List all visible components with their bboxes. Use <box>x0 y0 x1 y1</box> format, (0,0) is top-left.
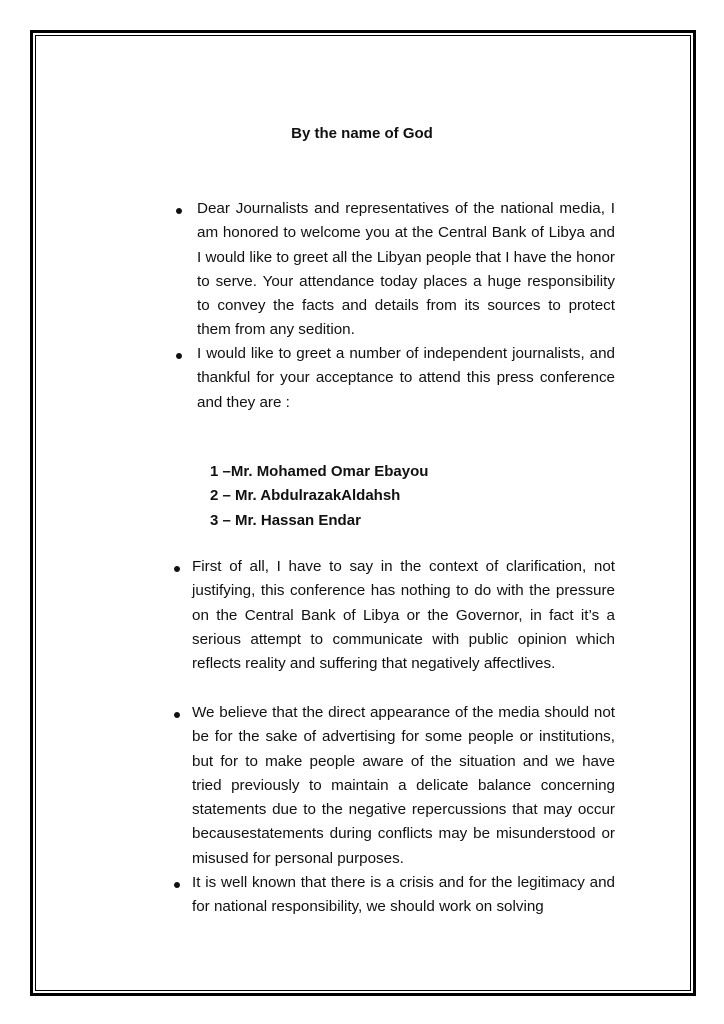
bullet-marker <box>174 882 180 888</box>
body-paragraph-1: First of all, I have to say in the context of clarification, not justifying, this conference has nothing to do with the pressure on the Central Bank of Libya or the Governor, in fact it’s a serious attempt to communicate with public opinion which reflects reality and suffering that negatively affectlives. <box>192 558 615 673</box>
bullet-marker <box>176 208 182 214</box>
document-title: By the name of God <box>291 125 433 142</box>
journalist-name: 2 – Mr. AbdulrazakAldahsh <box>210 487 401 505</box>
intro-paragraph-1: Dear Journalists and representatives of the national media, I am honored to welcome you at the Central Bank of Libya and I would like to greet all the Libyan people that I have the honor to serve. Your attendance today places a huge responsibility to convey the facts and details from its sources to protect them from any sedition. <box>197 200 615 339</box>
journalist-list <box>210 460 428 533</box>
body-paragraph-3: It is well known that there is a crisis and for the legitimacy and for national responsibility, we should work on solving <box>192 874 615 916</box>
body-paragraph-2: We believe that the direct appearance of the media should not be for the sake of advertising for some people or institutions, but for to make people aware of the situation and we have tried previously to maintain a delicate balance concerning statements due to the negative repercussions that may occur becausestatements during conflicts may be misunderstood or misused for personal purposes. <box>192 704 615 867</box>
bullet-marker <box>174 712 180 718</box>
journalist-name: 3 – Mr. Hassan Endar <box>210 511 361 529</box>
intro-paragraph-2: I would like to greet a number of independent journalists, and thankful for your acceptance to attend this press conference and they are : <box>197 345 615 411</box>
bullet-marker <box>176 353 182 359</box>
journalist-name: 1 –Mr. Mohamed Omar Ebayou <box>210 463 429 480</box>
bullet-marker <box>174 566 180 572</box>
